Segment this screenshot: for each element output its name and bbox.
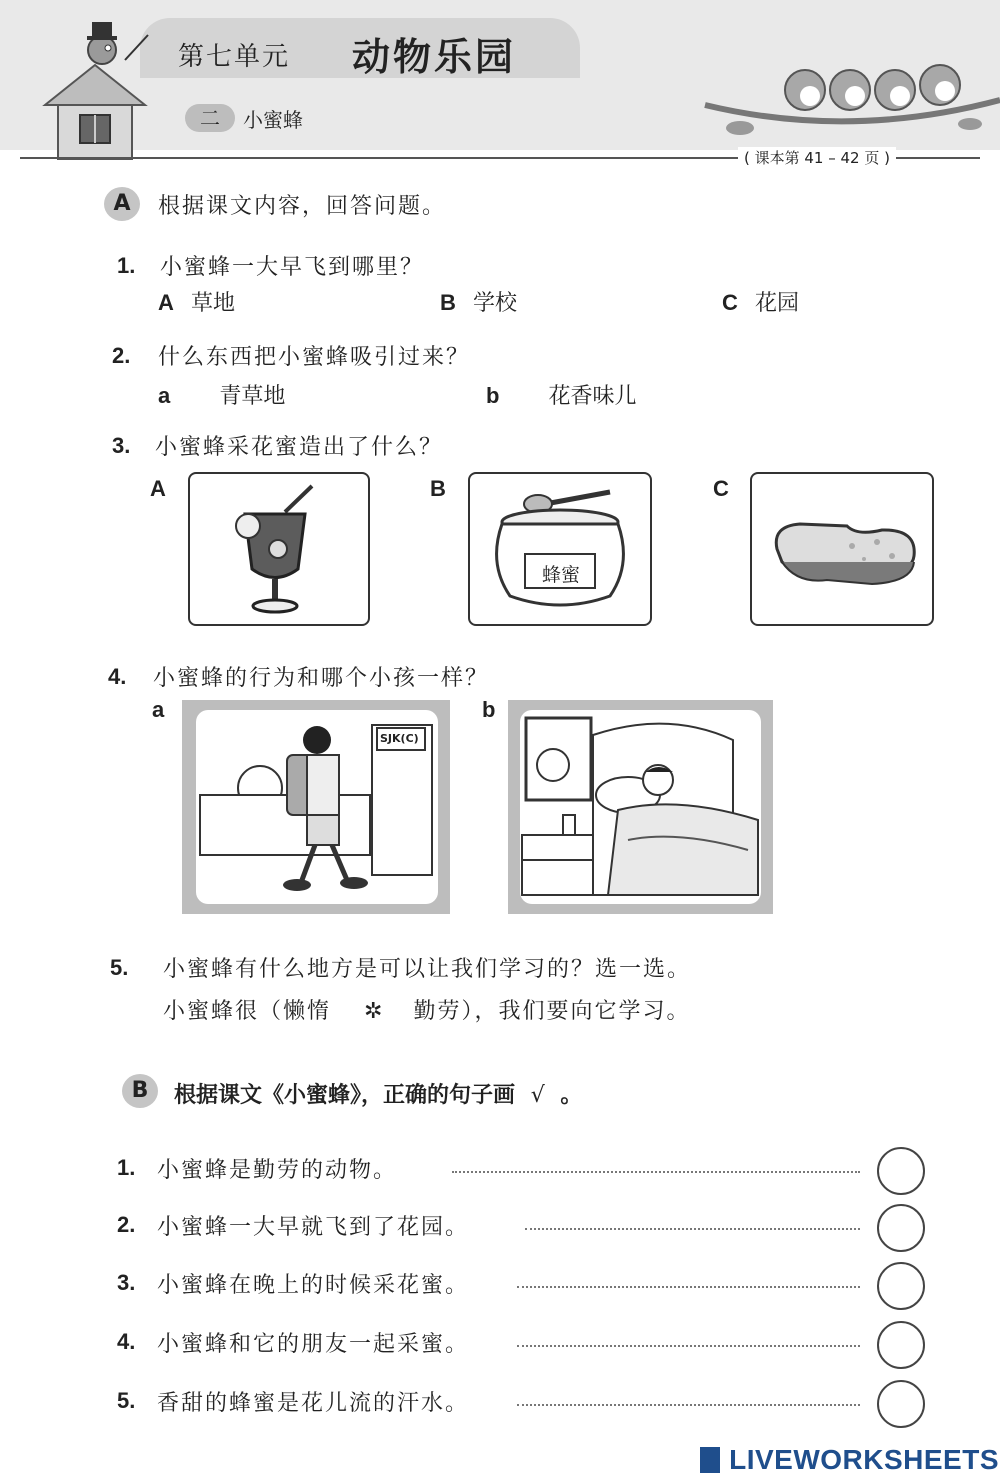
q3-option-a-card[interactable] bbox=[188, 472, 370, 626]
q4-option-a-card[interactable] bbox=[182, 700, 450, 914]
item-text: 香甜的蜂蜜是花儿流的汗水。 bbox=[157, 1391, 470, 1416]
lesson-number-badge bbox=[185, 104, 235, 132]
item-text: 小蜜蜂和它的朋友一起采蜜。 bbox=[157, 1332, 470, 1357]
option-text: 青草地 bbox=[219, 384, 286, 409]
dotted-leader bbox=[452, 1171, 860, 1173]
q3-number: 3. bbox=[112, 433, 131, 458]
section-a-letter: A bbox=[113, 191, 131, 216]
answer-circle[interactable] bbox=[877, 1321, 925, 1369]
dotted-leader bbox=[517, 1345, 860, 1347]
item-number: 2. bbox=[117, 1212, 136, 1237]
item-number: 3. bbox=[117, 1270, 136, 1295]
q5-sentence bbox=[163, 994, 690, 1025]
q3-option-c-key: C bbox=[713, 476, 729, 501]
q2-option-b[interactable] bbox=[486, 379, 637, 410]
item-number: 1. bbox=[117, 1155, 136, 1180]
q1-option-c[interactable] bbox=[722, 286, 799, 317]
item-text: 小蜜蜂在晚上的时候采花蜜。 bbox=[157, 1273, 470, 1298]
q5-choice-lazy[interactable]: 小蜜蜂很（懒惰 bbox=[163, 999, 332, 1024]
q3-option-b-card[interactable] bbox=[468, 472, 652, 626]
q3-option-a-key: A bbox=[150, 476, 166, 501]
q4-option-a-key: a bbox=[152, 697, 165, 722]
item-text: 小蜜蜂是勤劳的动物。 bbox=[157, 1158, 398, 1183]
option-key: A bbox=[158, 290, 174, 315]
q1-option-b[interactable] bbox=[440, 286, 517, 317]
page-reference: ( 课本第 41 – 42 页 ) bbox=[738, 147, 896, 168]
dotted-leader bbox=[525, 1228, 860, 1230]
item-number: 5. bbox=[117, 1388, 136, 1413]
lesson-number: 二 bbox=[200, 106, 220, 130]
list-item bbox=[117, 1153, 947, 1193]
answer-circle[interactable] bbox=[877, 1204, 925, 1252]
answer-circle[interactable] bbox=[877, 1380, 925, 1428]
list-item bbox=[117, 1210, 947, 1250]
honey-jar-icon bbox=[470, 474, 650, 624]
option-key: a bbox=[158, 383, 171, 408]
q5-number: 5. bbox=[110, 955, 129, 980]
section-a-badge bbox=[104, 187, 140, 221]
list-item bbox=[117, 1386, 947, 1426]
birds-on-branch-icon bbox=[700, 40, 1000, 150]
unit-label: 第七单元 bbox=[178, 42, 291, 72]
q5-text: 小蜜蜂有什么地方是可以让我们学习的？选一选。 bbox=[163, 957, 692, 982]
option-key: B bbox=[440, 290, 456, 315]
option-key: C bbox=[722, 290, 738, 315]
item-text: 小蜜蜂一大早就飞到了花园。 bbox=[157, 1215, 470, 1240]
q1-text: 小蜜蜂一大早飞到哪里？ bbox=[160, 255, 425, 280]
section-b-letter: B bbox=[131, 1078, 149, 1103]
q3-text: 小蜜蜂采花蜜造出了什么？ bbox=[155, 435, 444, 460]
q1-option-a[interactable] bbox=[158, 286, 235, 317]
option-key: b bbox=[486, 383, 500, 408]
section-b-badge bbox=[122, 1074, 158, 1108]
brand-name: LIVEWORKSHEETS bbox=[729, 1444, 1000, 1475]
q3-option-c-card[interactable] bbox=[750, 472, 934, 626]
q4-option-b-card[interactable] bbox=[508, 700, 773, 914]
q2-number: 2. bbox=[112, 343, 131, 368]
dotted-leader bbox=[517, 1286, 860, 1288]
unit-title: 动物乐园 bbox=[352, 35, 517, 79]
section-b-instruction-text: 根据课文《小蜜蜂》，正确的句子画 bbox=[174, 1083, 516, 1108]
school-sign: SJK(C) bbox=[380, 732, 419, 745]
q3-option-b-key: B bbox=[430, 476, 446, 501]
list-item bbox=[117, 1327, 947, 1367]
section-b-instruction bbox=[174, 1078, 582, 1109]
q2-text: 什么东西把小蜜蜂吸引过来？ bbox=[158, 345, 471, 370]
q4-option-b-key: b bbox=[482, 697, 496, 722]
section-a-instruction: 根据课文内容，回答问题。 bbox=[158, 194, 447, 219]
dotted-leader bbox=[517, 1404, 860, 1406]
q5-choice-diligent[interactable]: 勤劳），我们要向它学习。 bbox=[413, 999, 691, 1024]
option-text: 花香味儿 bbox=[548, 384, 637, 409]
answer-circle[interactable] bbox=[877, 1262, 925, 1310]
q4-number: 4. bbox=[108, 664, 127, 689]
boy-sleeping-in-bed-icon bbox=[508, 700, 773, 914]
q5-choice-separator: ✲ bbox=[364, 999, 385, 1024]
check-mark-icon: √ bbox=[530, 1083, 545, 1108]
list-item bbox=[117, 1268, 947, 1308]
option-text: 学校 bbox=[472, 291, 517, 316]
section-b-instruction-end: 。 bbox=[560, 1083, 583, 1108]
option-text: 花园 bbox=[754, 291, 799, 316]
footer-logo[interactable] bbox=[700, 1444, 999, 1478]
option-text: 草地 bbox=[190, 291, 235, 316]
juice-glass-icon bbox=[190, 474, 368, 624]
lesson-title: 小蜜蜂 bbox=[243, 108, 303, 132]
bread-slice-icon bbox=[752, 474, 932, 624]
liveworksheets-logo-icon bbox=[700, 1447, 720, 1473]
house-with-bird-icon bbox=[40, 10, 150, 160]
item-number: 4. bbox=[117, 1329, 136, 1354]
q1-number: 1. bbox=[117, 253, 136, 278]
q2-option-a[interactable] bbox=[158, 379, 285, 410]
q4-text: 小蜜蜂的行为和哪个小孩一样？ bbox=[153, 666, 490, 691]
honey-jar-label: 蜂蜜 bbox=[541, 564, 580, 586]
answer-circle[interactable] bbox=[877, 1147, 925, 1195]
